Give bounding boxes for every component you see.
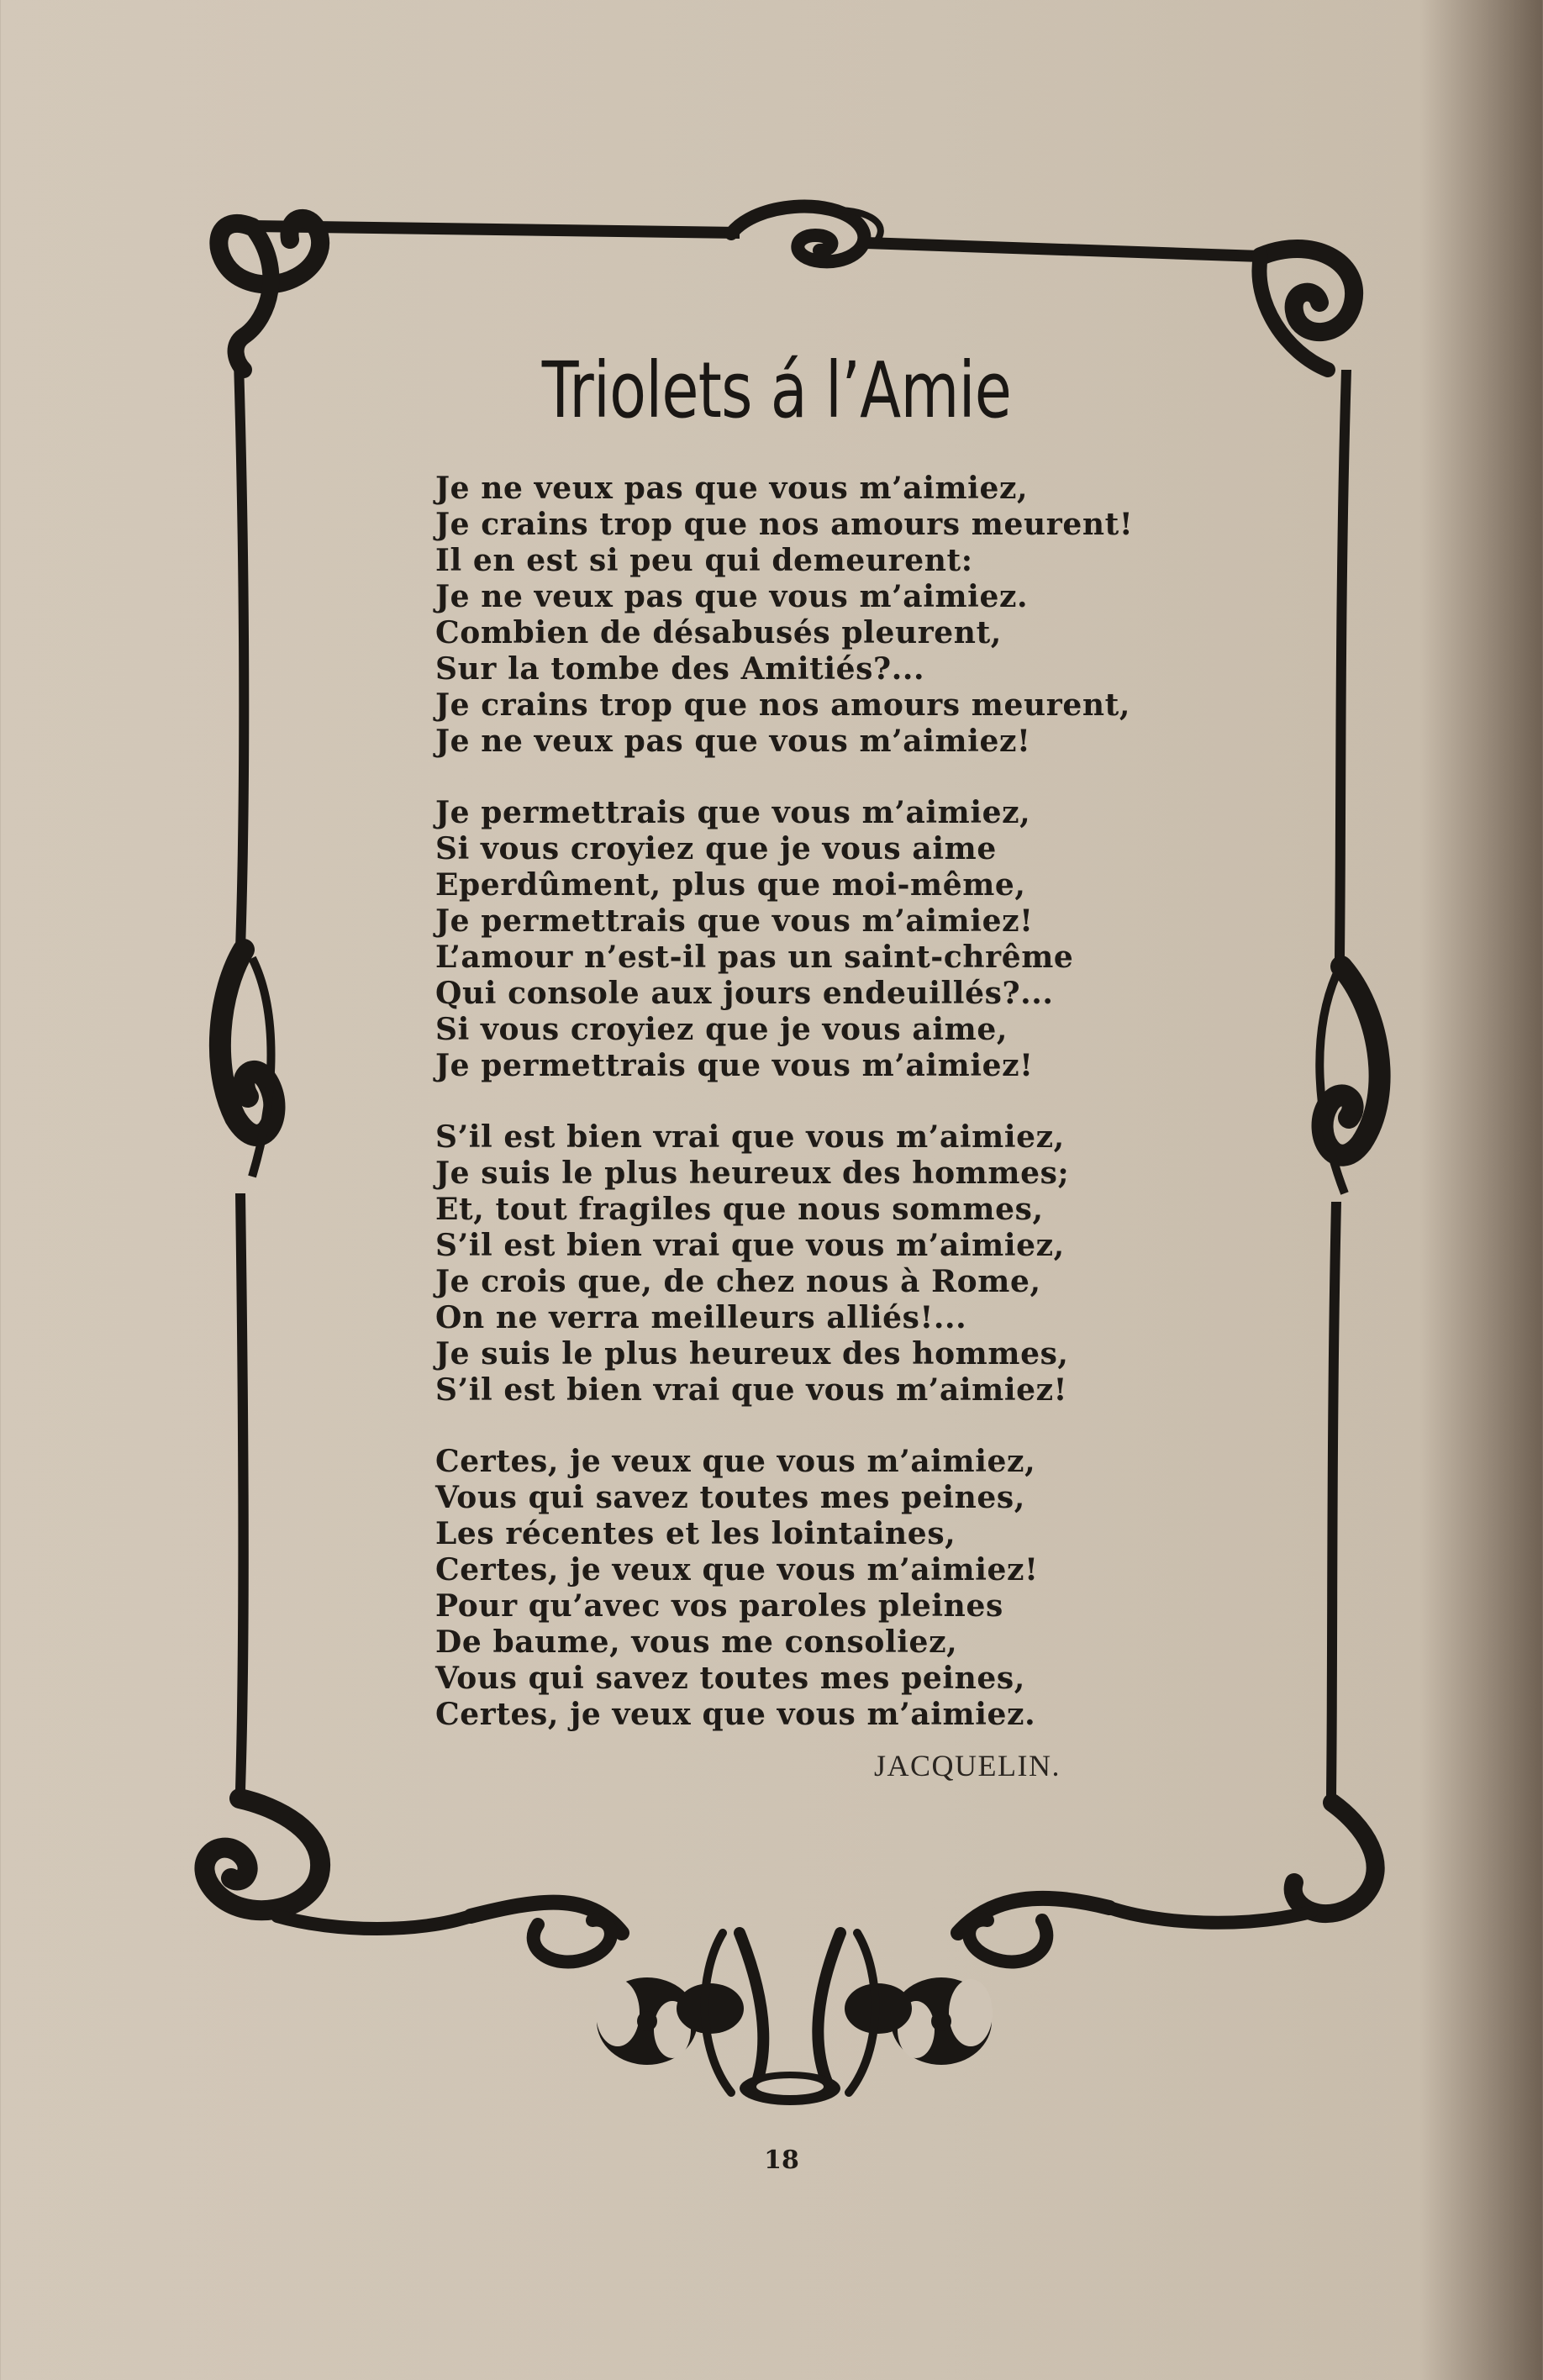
poem-line: Je ne veux pas que vous m’aimiez! [435,724,1031,759]
bottom-right-scroll-icon [1109,1803,1376,1923]
poem-line: S’il est bien vrai que vous m’aimiez, [435,1228,1065,1263]
right-rule-upper [1335,370,1351,958]
poem-line: Je permettrais que vous m’aimiez! [435,903,1034,939]
poem-line: Certes, je veux que vous m’aimiez. [435,1697,1036,1732]
left-mid-scroll-icon [220,950,275,1177]
poem-line: Je suis le plus heureux des hommes, [435,1336,1069,1372]
poem-line: L’amour n’est-il pas un saint-chrême [435,940,1074,975]
stanza-2 [435,795,1175,1084]
poem-title: Triolets á l’Amie [541,345,1012,435]
right-mid-scroll-icon [1319,966,1379,1193]
poem-line: Si vous croyiez que je vous aime, [435,1012,1008,1047]
bottom-floral-ornament-icon [471,1898,1109,2105]
poem-line: Certes, je veux que vous m’aimiez! [435,1552,1039,1588]
poem-line: Je permettrais que vous m’aimiez, [435,795,1031,830]
left-rule-lower [235,1193,249,1790]
stanza-3 [435,1119,1175,1409]
bottom-left-scroll-icon [204,1798,471,1929]
poem-line: Qui console aux jours endeuillés?... [435,976,1054,1011]
poem-line: Pour qu’avec vos paroles pleines [435,1588,1003,1624]
page-number: 18 [764,2146,799,2175]
stanza-4 [435,1444,1175,1733]
left-flower-icon [596,1977,744,2065]
poem-line: Et, tout fragiles que nous sommes, [435,1192,1044,1227]
poem-line: Certes, je veux que vous m’aimiez, [435,1444,1036,1479]
poem-line: Il en est si peu qui demeurent: [435,543,973,578]
poem-line: Je crois que, de chez nous à Rome, [435,1264,1041,1299]
poem-line: Je crains trop que nos amours meurent! [435,507,1134,542]
poem-line: Vous qui savez toutes mes peines, [435,1480,1025,1515]
poem-line: Je ne veux pas que vous m’aimiez. [435,579,1029,614]
poem-line: Si vous croyiez que je vous aime [435,831,997,866]
poem-line: S’il est bien vrai que vous m’aimiez! [435,1372,1068,1408]
poem-line: On ne verra meilleurs alliés!... [435,1300,967,1335]
poem-line: Vous qui savez toutes mes peines, [435,1661,1025,1696]
poem-line: Je ne veux pas que vous m’aimiez, [435,471,1029,506]
poem-line: De baume, vous me consoliez, [435,1624,958,1660]
poem-line: S’il est bien vrai que vous m’aimiez, [435,1119,1065,1155]
stanza-1 [435,471,1175,760]
poem-line: Eperdûment, plus que moi-même, [435,867,1026,903]
poem-line: Je suis le plus heureux des hommes; [435,1156,1070,1191]
author-signature: JACQUELIN. [874,1749,1061,1782]
poem-line: Sur la tombe des Amitiés?... [435,651,925,687]
poem-line: Les récentes et les lointaines, [435,1516,956,1551]
poem-line: Je permettrais que vous m’aimiez! [435,1048,1034,1083]
right-rule-lower [1326,1202,1341,1798]
poem-line: Combien de désabusés pleurent, [435,615,1002,650]
top-swirl-ornament-icon [731,207,881,262]
poem-body [435,471,1175,1768]
poem-line: Je crains trop que nos amours meurent, [435,687,1130,723]
top-bar-right [866,237,1261,262]
left-rule-upper [234,361,249,950]
